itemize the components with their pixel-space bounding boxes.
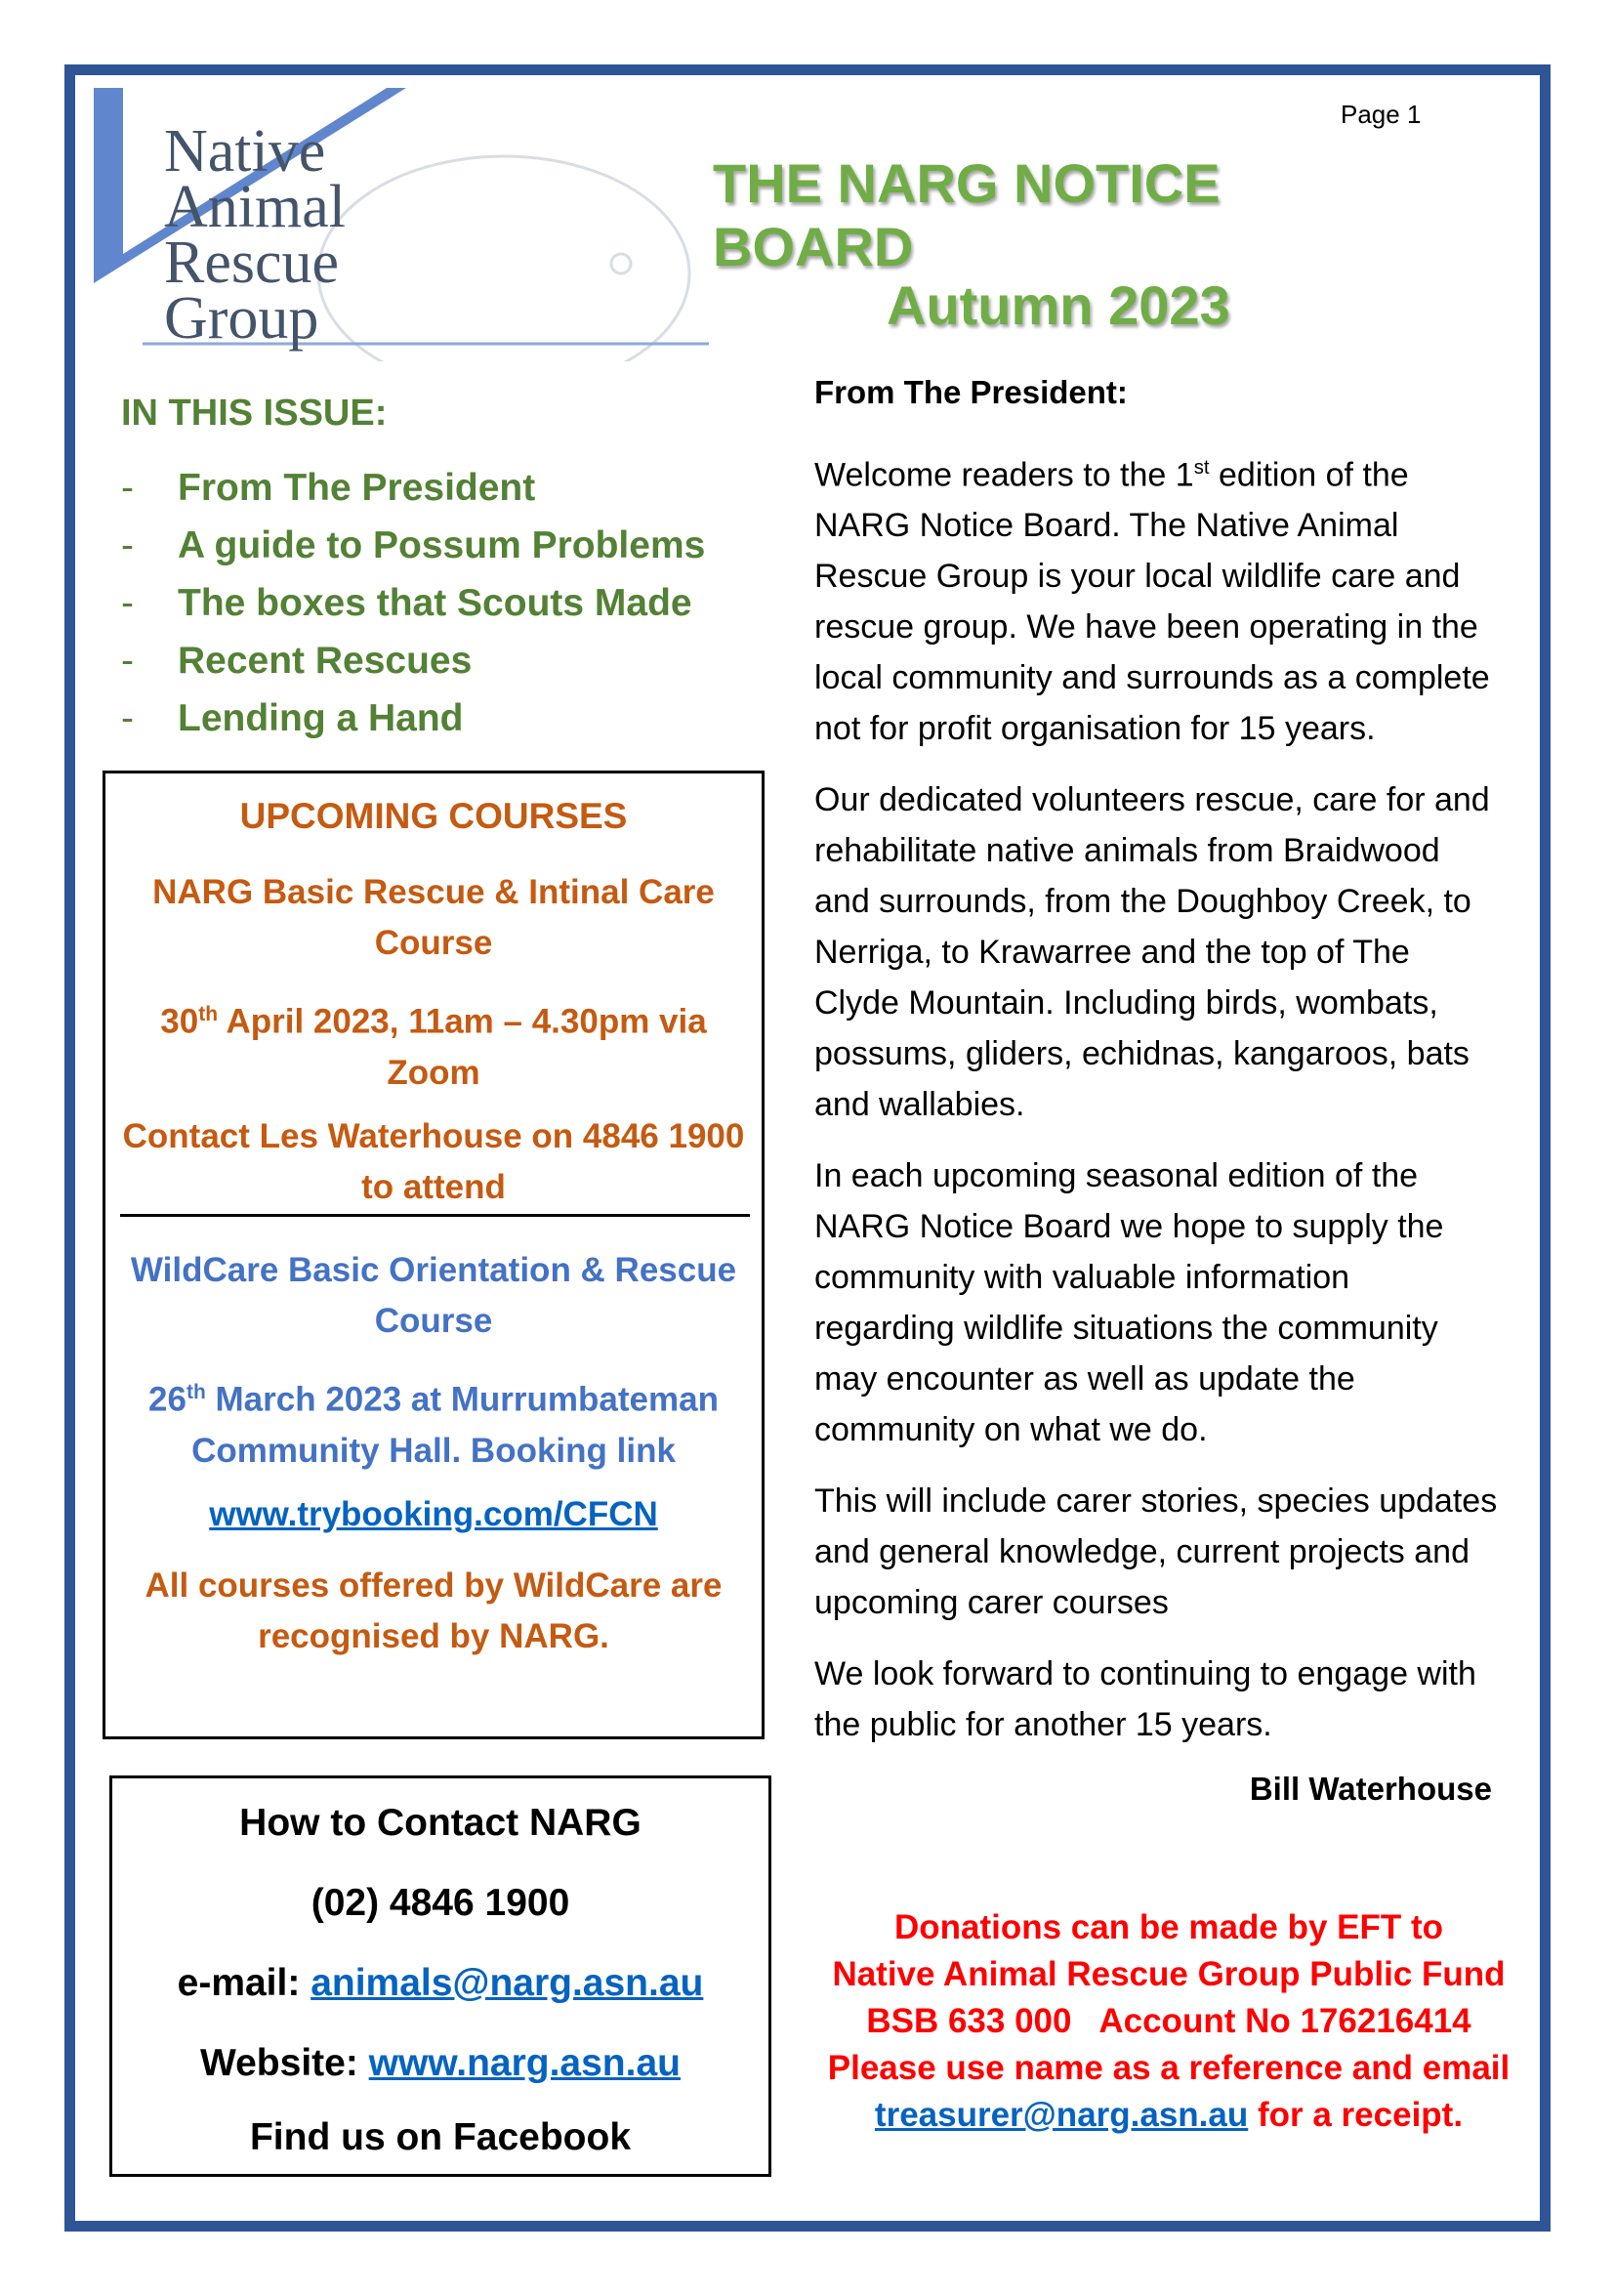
logo-text-group: Group	[164, 285, 319, 352]
narg-course-date: 30th April 2023, 11am – 4.30pm via Zoom	[160, 1002, 707, 1092]
website-link[interactable]: www.narg.asn.au	[368, 2042, 681, 2084]
president-paragraph-5: We look forward to continuing to engage with the public for another 15 years.	[814, 1655, 1476, 1744]
wildcare-course-date: 26th March 2023 at Murrumbateman Community Hall. Booking link	[148, 1380, 719, 1470]
contact-email-row: e-mail: animals@narg.asn.au	[177, 1962, 704, 2004]
issue-item: - From The President	[121, 467, 536, 509]
in-this-issue-heading: IN THIS ISSUE:	[121, 393, 388, 434]
email-link[interactable]: animals@narg.asn.au	[311, 1962, 704, 2004]
contact-heading: How to Contact NARG	[239, 1802, 642, 1844]
issue-item: - The boxes that Scouts Made	[121, 582, 692, 624]
list-dash: -	[121, 582, 134, 624]
list-dash: -	[121, 697, 134, 739]
logo-text-animal: Animal	[164, 174, 346, 240]
president-column	[814, 374, 1498, 1808]
president-paragraph-4: This will include carer stories, species updates and general knowledge, current projects and upcoming carer courses	[814, 1482, 1498, 1622]
narg-course-title: NARG Basic Rescue & Intinal Care Course	[152, 873, 715, 962]
treasurer-email-link[interactable]: treasurer@narg.asn.au	[874, 2096, 1249, 2134]
donation-notice: Donations can be made by EFT to Native Animal Rescue Group Public Fund BSB 633 000 Account No 176216414 Please use name as a reference and email treasurer@narg.asn.au for a receipt.	[827, 1908, 1511, 2134]
president-signature: Bill Waterhouse	[1249, 1771, 1492, 1808]
wildcare-course-title: WildCare Basic Orientation & Rescue Course	[130, 1251, 737, 1340]
courses-divider	[120, 1214, 750, 1217]
president-paragraph-2: Our dedicated volunteers rescue, care for and rehabilitate native animals from Braidwood and surrounds, from the Doughboy Creek, to Nerriga, to Krawarree and the top of The Clyde Mountain. Including birds, wombats, possums, gliders, echidnas, kangaroos, bats and wallabies.	[814, 781, 1490, 1124]
contact-box	[109, 1775, 771, 2177]
booking-link[interactable]: www.trybooking.com/CFCN	[209, 1495, 658, 1533]
president-paragraph-3: In each upcoming seasonal edition of the NARG Notice Board we hope to supply the community with valuable information regarding wildlife situations the community may encounter as well as update the community on what we do.	[814, 1157, 1444, 1449]
issue-item: - Lending a Hand	[121, 697, 464, 739]
logo-text-native: Native	[164, 118, 326, 185]
narg-course-contact: Contact Les Waterhouse on 4846 1900 to attend	[122, 1117, 745, 1206]
issue-item: - Recent Rescues	[121, 640, 473, 682]
list-dash: -	[121, 640, 134, 682]
narg-logo	[94, 88, 711, 361]
president-paragraph-1: Welcome readers to the 1st edition of the NARG Notice Board. The Native Animal Rescue Group is your local wildlife care and rescue group. We have been operating in the local community and surrounds as a complete not for profit organisation for 15 years.	[814, 456, 1490, 748]
issue-item: - A guide to Possum Problems	[121, 524, 706, 566]
list-dash: -	[121, 467, 134, 509]
wildcare-recognised-note: All courses offered by WildCare are recognised by NARG.	[145, 1566, 723, 1655]
newsletter-season: Autumn 2023	[887, 274, 1230, 336]
upcoming-courses-box	[103, 771, 765, 1739]
facebook-note: Find us on Facebook	[249, 2116, 632, 2158]
page-number: Page 1	[1341, 100, 1422, 129]
courses-heading: UPCOMING COURSES	[239, 796, 628, 836]
list-dash: -	[121, 524, 134, 566]
contact-website-row: Website: www.narg.asn.au	[200, 2042, 681, 2084]
president-heading: From The President:	[814, 374, 1128, 410]
newsletter-title: THE NARG NOTICE BOARD	[713, 152, 1221, 277]
booking-link-row	[105, 1489, 762, 1540]
contact-phone: (02) 4846 1900	[311, 1882, 570, 1924]
issue-list	[121, 467, 705, 755]
logo-text-rescue: Rescue	[164, 230, 340, 296]
